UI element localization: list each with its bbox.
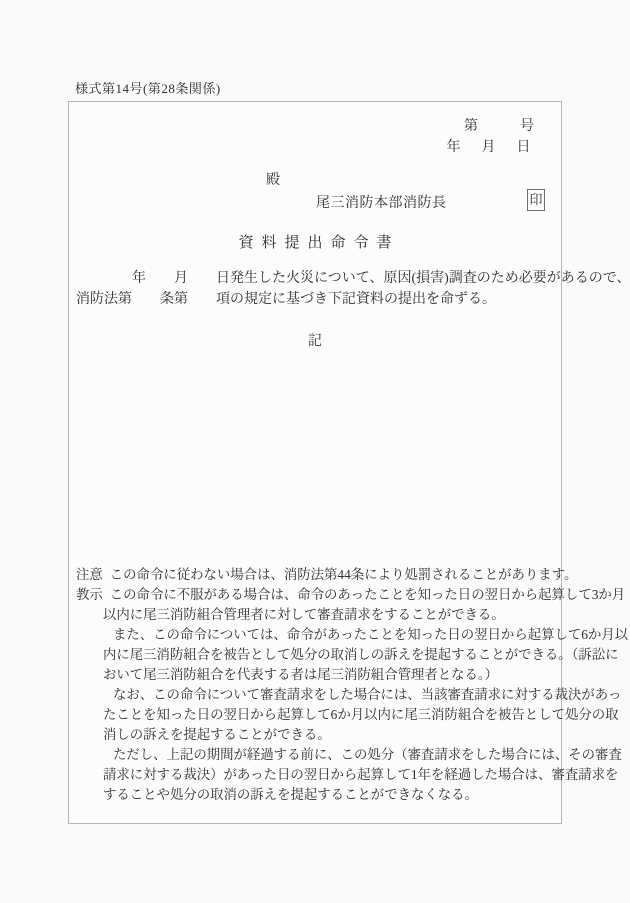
notice-line xyxy=(76,565,578,585)
notice-text: この命令に不服がある場合は、命令のあったことを知った日の翌日から起算して3か月 xyxy=(109,587,626,602)
document-frame xyxy=(68,101,630,824)
notice-line xyxy=(76,725,557,745)
notice-line xyxy=(76,685,622,705)
body-text-line-1: 年 月 日発生した火災について、原因(損害)調査のため必要があるので、 xyxy=(76,271,630,286)
notice-line xyxy=(76,785,557,805)
issuer-name: 尾三消防本部消防長 xyxy=(316,196,447,211)
notice-text: たことを知った日の翌日から起算して6か月以内に尾三消防組合を被告として処分の取 xyxy=(103,707,619,722)
notice-text: 以内に尾三消防組合管理者に対して審査請求をすることができる。 xyxy=(103,607,505,622)
notice-text: 内に尾三消防組合を被告として処分の取消しの訴えを提起することができる。（訴訟に xyxy=(103,647,619,662)
notice-text: することや処分の取消の訴えを提起することができなくなる。 xyxy=(103,787,478,802)
seal-placeholder: 印 xyxy=(527,189,545,211)
form-style-label: 様式第14号(第28条関係) xyxy=(75,81,221,96)
notice-line xyxy=(76,665,557,685)
notice-text: ただし、上記の期間が経過する前に、この処分（審査請求をした場合には、その審査 xyxy=(113,747,622,762)
notice-text: また、この命令については、命令があったことを知った日の翌日から起算して6か月以 xyxy=(113,627,629,642)
notice-line xyxy=(76,605,557,625)
notice-text: 消しの訴えを提起することができる。 xyxy=(103,727,331,742)
notice-line xyxy=(76,645,619,665)
notice-line xyxy=(76,625,629,645)
notice-line xyxy=(76,705,619,725)
list-heading-ki: 記 xyxy=(308,334,322,349)
notice-text: 請求に対する裁決）があった日の翌日から起算して1年を経過した場合は、審査請求を xyxy=(103,767,619,782)
document-number-blank: 第 号 xyxy=(464,119,534,134)
document-title: 資料提出命令書 xyxy=(238,235,400,251)
notice-line xyxy=(76,745,622,765)
notice-text: この命令に従わない場合は、消防法第44条により処罰されることがあります。 xyxy=(109,567,578,582)
notice-line xyxy=(76,765,619,785)
notice-label: 注意 xyxy=(76,567,103,582)
body-text-line-2: 消防法第 条第 項の規定に基づき下記資料の提出を命ずる。 xyxy=(76,292,496,307)
recipient-honorific: 殿 xyxy=(266,173,280,188)
notice-label: 教示 xyxy=(76,587,103,602)
notice-line xyxy=(76,585,626,605)
notice-text: おいて尾三消防組合を代表する者は尾三消防組合管理者となる。） xyxy=(103,667,499,682)
notice-section xyxy=(76,565,629,805)
document-date-blank: 年 月 日 xyxy=(446,140,534,155)
notice-text: なお、この命令について審査請求をした場合には、当該審査請求に対する裁決があっ xyxy=(113,687,622,702)
